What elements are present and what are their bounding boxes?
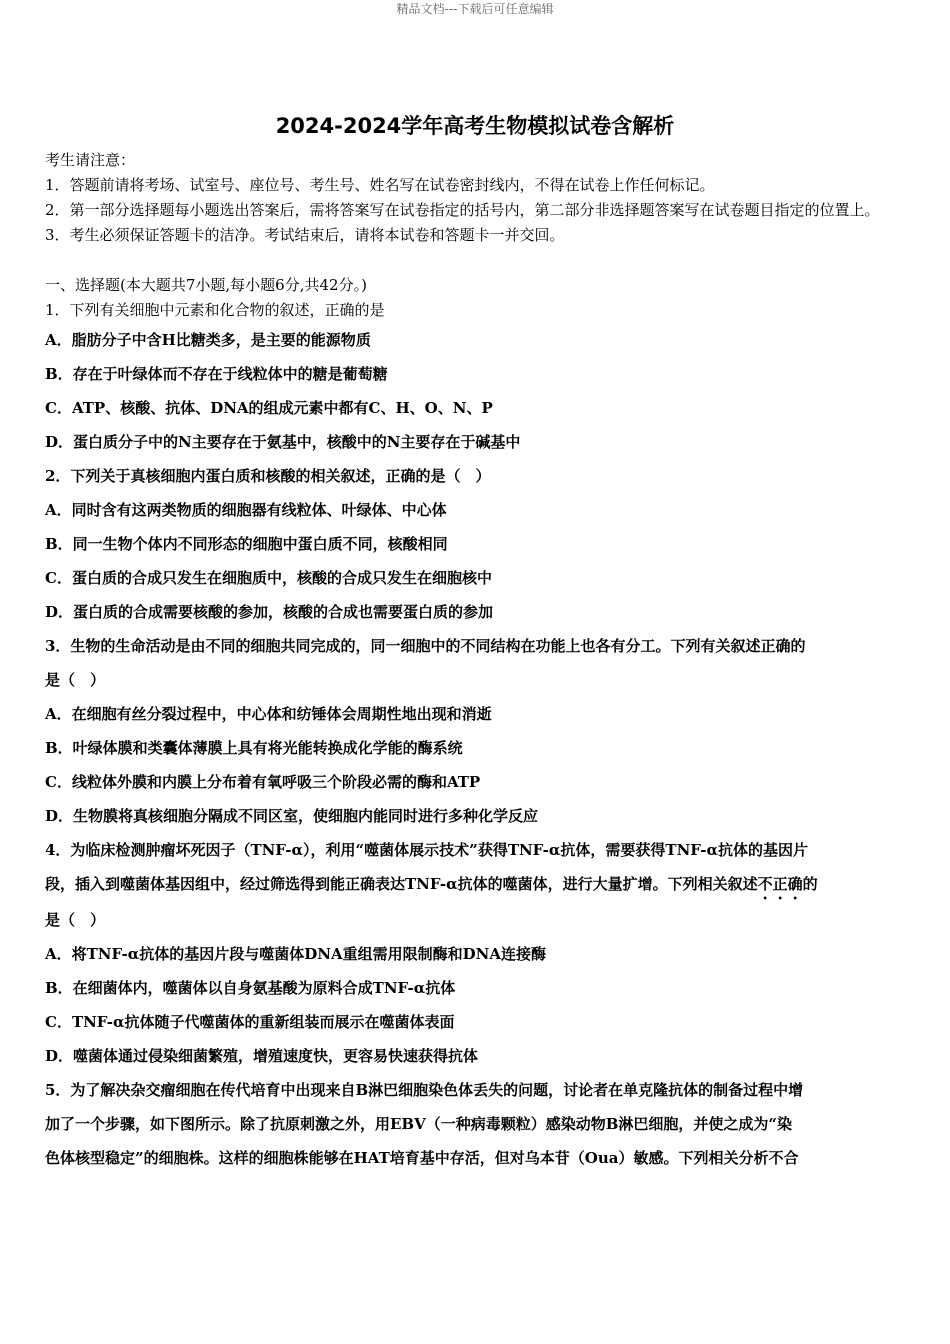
notice-heading: 考生请注意： xyxy=(45,151,136,169)
section-spacer xyxy=(45,248,907,273)
question-2-stem: 2．下列关于真核细胞内蛋白质和核酸的相关叙述，正确的是（ ） xyxy=(45,467,491,485)
question-2-option-a: A．同时含有这两类物质的细胞器有线粒体、叶绿体、中心体 xyxy=(45,501,447,519)
question-4-stem-line xyxy=(45,867,907,903)
page-title: 2024-2024学年高考生物模拟试卷含解析 xyxy=(275,114,675,138)
question-3-stem-line: 3．生物的生命活动是由不同的细胞共同完成的，同一细胞中的不同结构在功能上也各有分工。下列有关叙述正确的 xyxy=(45,637,806,655)
question-4-stem-text: 的 xyxy=(802,875,818,893)
question-4-option-d: D．噬菌体通过侵染细菌繁殖，增殖速度快，更容易快速获得抗体 xyxy=(45,1047,479,1065)
question-1-option-d: D．蛋白质分子中的N主要存在于氨基中，核酸中的N主要存在于碱基中 xyxy=(45,433,521,451)
question-3-option-d: D．生物膜将真核细胞分隔成不同区室，使细胞内能同时进行多种化学反应 xyxy=(45,807,539,825)
question-4-stem-line: 4．为临床检测肿瘤坏死因子（TNF-α），利用“噬菌体展示技术”获得TNF-α抗体，需要获得TNF-α抗体的基因片 xyxy=(45,841,809,859)
page-header: 精品文档---下载后可任意编辑 xyxy=(396,2,554,16)
notice-item: 1．答题前请将考场、试室号、座位号、考生号、姓名写在试卷密封线内，不得在试卷上作任何标记。 xyxy=(45,176,715,194)
question-5-line: 色体核型稳定”的细胞株。这样的细胞株能够在HAT培育基中存活，但对乌本苷（Oua）敏感。下列相关分析不合 xyxy=(45,1149,799,1167)
question-1-stem: 1．下列有关细胞中元素和化合物的叙述，正确的是 xyxy=(45,301,385,319)
notice-item: 3．考生必须保证答题卡的洁净。考试结束后，请将本试卷和答题卡一并交回。 xyxy=(45,226,565,244)
question-3-stem-line: 是（ ） xyxy=(45,671,106,689)
question-4-option-b: B．在细菌体内，噬菌体以自身氨基酸为原料合成TNF-α抗体 xyxy=(45,979,456,997)
question-4-option-a: A．将TNF-α抗体的基因片段与噬菌体DNA重组需用限制酶和DNA连接酶 xyxy=(45,945,546,963)
question-3-option-c: C．线粒体外膜和内膜上分布着有氧呼吸三个阶段必需的酶和ATP xyxy=(45,773,481,791)
question-2-option-c: C．蛋白质的合成只发生在细胞质中，核酸的合成只发生在细胞核中 xyxy=(45,569,492,587)
question-5-line: 5．为了解决杂交瘤细胞在传代培育中出现来自B淋巴细胞染色体丢失的问题，讨论者在单克隆抗体的制备过程中增 xyxy=(45,1081,804,1099)
question-3-option-b: B．叶绿体膜和类囊体薄膜上具有将光能转换成化学能的酶系统 xyxy=(45,739,463,757)
document-body xyxy=(45,148,907,1175)
question-4-option-c: C．TNF-α抗体随子代噬菌体的重新组装而展示在噬菌体表面 xyxy=(45,1013,455,1031)
notice-item: 2．第一部分选择题每小题选出答案后，需将答案写在试卷指定的括号内，第二部分非选择题答案写在试卷题目指定的位置上。 xyxy=(45,201,880,219)
emphasis-text: 不正确 xyxy=(757,875,803,893)
question-5-line: 加了一个步骤，如下图所示。除了抗原刺激之外，用EBV（一种病毒颗粒）感染动物B淋巴细胞，并使之成为“染 xyxy=(45,1115,793,1133)
question-4-stem-text: 段，插入到噬菌体基因组中，经过筛选得到能正确表达TNF-α抗体的噬菌体，进行大量扩增。下列相关叙述 xyxy=(45,875,758,893)
question-2-option-b: B．同一生物个体内不同形态的细胞中蛋白质不同，核酸相同 xyxy=(45,535,448,553)
question-2-option-d: D．蛋白质的合成需要核酸的参加，核酸的合成也需要蛋白质的参加 xyxy=(45,603,494,621)
question-1-option-b: B．存在于叶绿体而不存在于线粒体中的糖是葡萄糖 xyxy=(45,365,388,383)
question-4-stem-line: 是（ ） xyxy=(45,911,106,929)
question-1-option-a: A．脂肪分子中含H比糖类多，是主要的能源物质 xyxy=(45,331,371,349)
question-3-option-a: A．在细胞有丝分裂过程中，中心体和纺锤体会周期性地出现和消逝 xyxy=(45,705,492,723)
section-heading: 一、选择题(本大题共7小题,每小题6分,共42分。) xyxy=(45,276,367,294)
question-1-option-c: C．ATP、核酸、抗体、DNA的组成元素中都有C、H、O、N、P xyxy=(45,399,493,417)
